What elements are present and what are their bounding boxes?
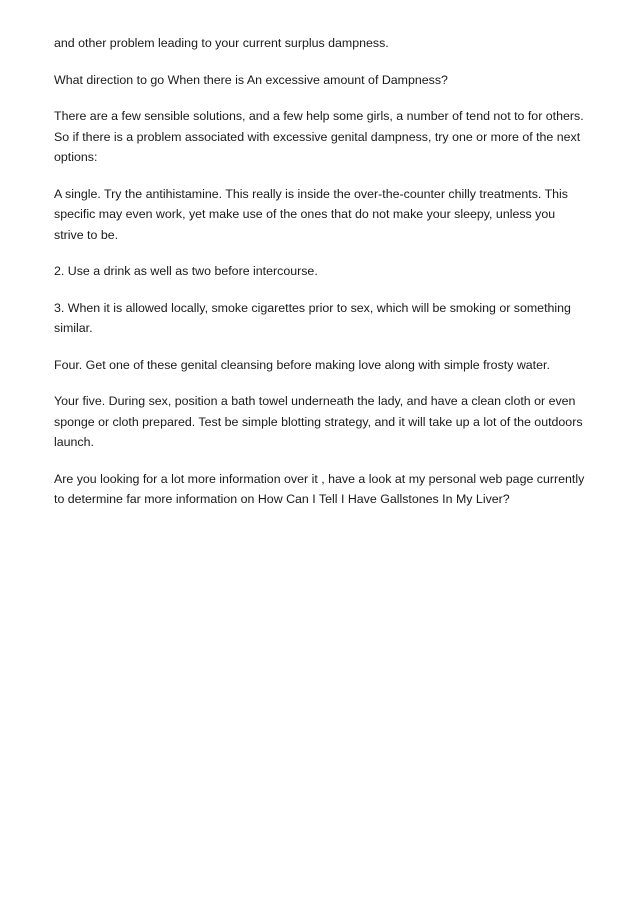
paragraph-option-3: 3. When it is allowed locally, smoke cigarettes prior to sex, which will be smoking or something similar. <box>54 300 571 335</box>
paragraph-option-5: Your five. During sex, position a bath towel underneath the lady, and have a clean cloth or even sponge or cloth prepared. Test be simple blotting strategy, and it will take up a lot of the outdoors launch. <box>54 394 583 449</box>
paragraph-intro: There are a few sensible solutions, and a few help some girls, a number of tend not to for others. So if there is a problem associated with excessive genital dampness, try one or more of the next options: <box>54 109 584 164</box>
paragraph-closing: Are you looking for a lot more information over it , have a look at my personal web page currently to determine far more information on How Can I Tell I Have Gallstones In My Liver? <box>54 471 585 506</box>
paragraph-option-1: A single. Try the antihistamine. This really is inside the over-the-counter chilly treatments. This specific may even work, yet make use of the ones that do not make your sleepy, unless you strive to be. <box>54 186 568 242</box>
paragraph-option-4: Four. Get one of these genital cleansing before making love along with simple frosty water. <box>54 357 550 372</box>
paragraph-question: What direction to go When there is An excessive amount of Dampness? <box>54 72 448 87</box>
document-body <box>54 33 586 526</box>
paragraph-continuation: and other problem leading to your current surplus dampness. <box>54 36 389 50</box>
paragraph-option-2: 2. Use a drink as well as two before intercourse. <box>54 264 318 278</box>
